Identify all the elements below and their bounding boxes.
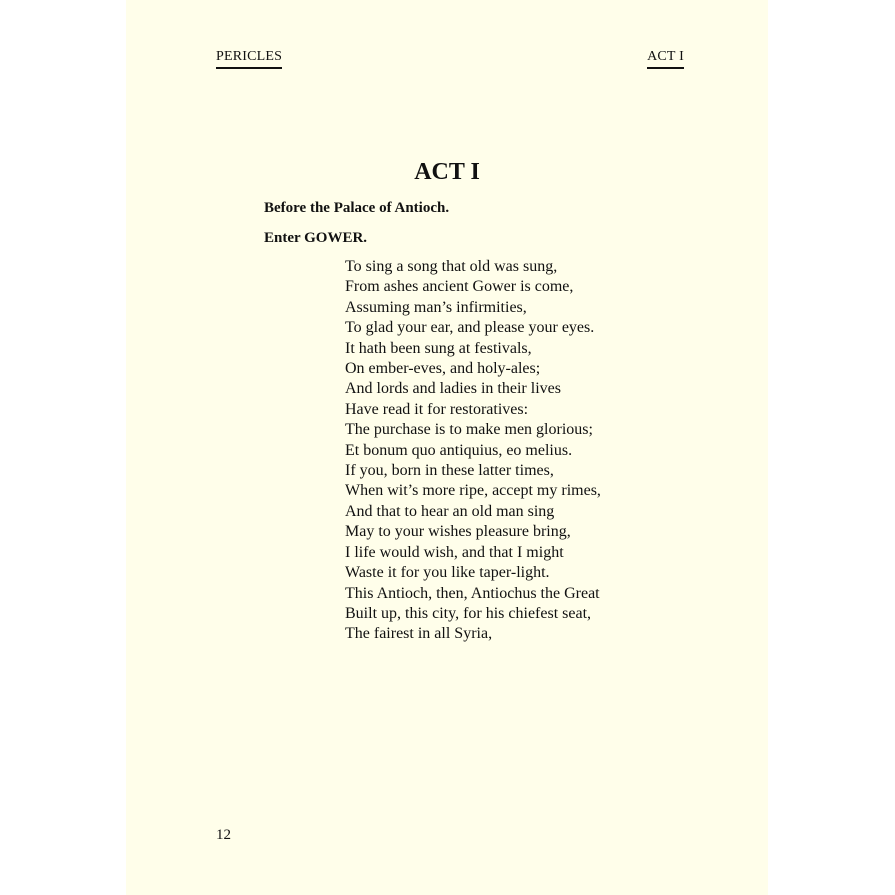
verse-line: It hath been sung at festivals, xyxy=(345,339,532,357)
verse-line: Have read it for restoratives: xyxy=(345,400,529,418)
verse-line: This Antioch, then, Antiochus the Great xyxy=(345,584,600,602)
verse-line: Built up, this city, for his chiefest seat, xyxy=(345,604,592,622)
verse-block xyxy=(345,257,601,645)
verse-line: May to your wishes pleasure bring, xyxy=(345,523,571,541)
verse-line: To glad your ear, and please your eyes. xyxy=(345,319,595,337)
verse-line: If you, born in these latter times, xyxy=(345,462,554,480)
verse-line: To sing a song that old was sung, xyxy=(345,258,558,275)
running-header-title: PERICLES xyxy=(216,48,282,69)
verse-line: And that to hear an old man sing xyxy=(345,502,555,520)
verse-line: Et bonum quo antiquius, eo melius. xyxy=(345,441,573,459)
verse-line: The purchase is to make men glorious; xyxy=(345,421,593,439)
act-heading: ACT I xyxy=(414,159,480,185)
verse-line: When wit’s more ripe, accept my rimes, xyxy=(345,482,601,500)
verse-line: I life would wish, and that I might xyxy=(345,543,564,561)
book-page xyxy=(126,0,768,895)
verse-line: Waste it for you like taper-light. xyxy=(345,564,550,582)
verse-line: The fairest in all Syria, xyxy=(345,625,493,643)
scene-setting: Before the Palace of Antioch. xyxy=(264,200,450,216)
running-header-act: ACT I xyxy=(647,48,684,69)
page-number: 12 xyxy=(216,827,231,843)
verse-line: On ember-eves, and holy-ales; xyxy=(345,360,541,378)
verse-line: From ashes ancient Gower is come, xyxy=(345,278,574,296)
verse-line: Assuming man’s infirmities, xyxy=(345,298,527,316)
stage-direction-enter: Enter GOWER. xyxy=(264,230,368,246)
verse-line: And lords and ladies in their lives xyxy=(345,380,561,398)
